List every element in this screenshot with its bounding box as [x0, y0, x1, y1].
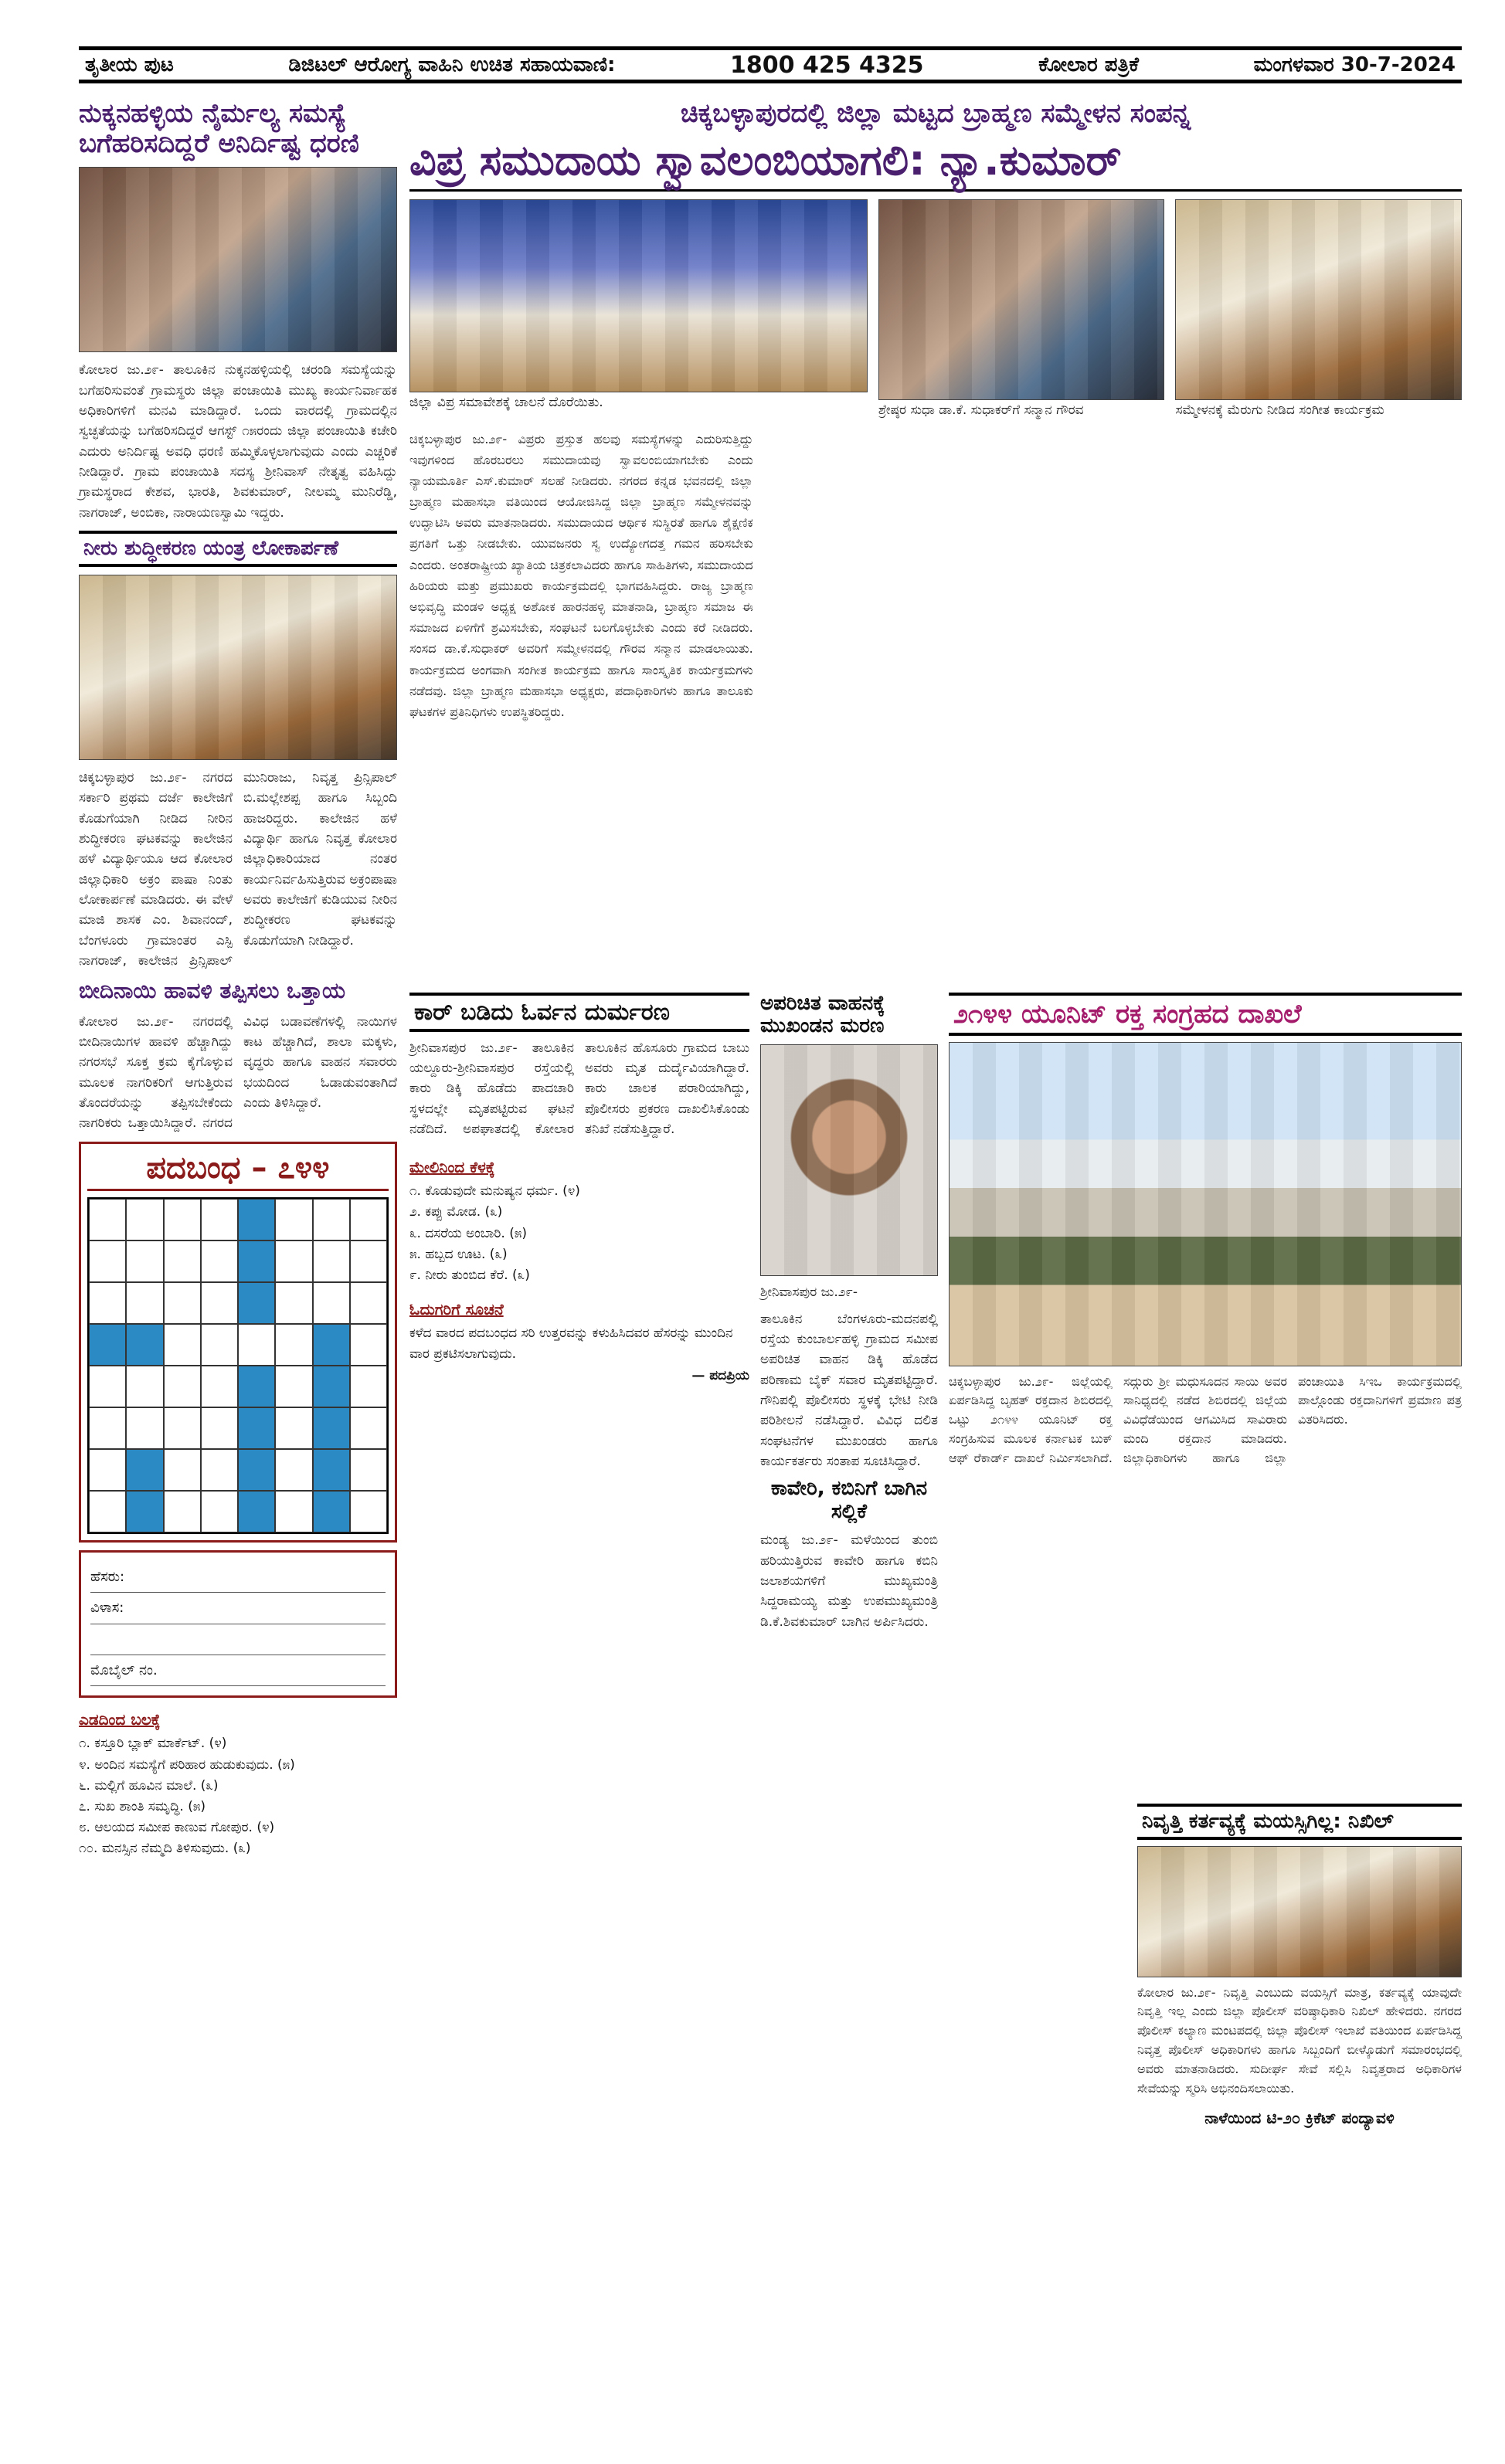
- crossword-grid: [87, 1197, 389, 1534]
- crossword-cell[interactable]: [275, 1199, 312, 1240]
- blood-body: ಚಿಕ್ಕಬಳ್ಳಾಪುರ ಜು.೨೯- ಜಿಲ್ಲೆಯಲ್ಲಿ ಏರ್ಪಡಿಸಿದ್ದ ಬೃಹತ್ ರಕ್ತದಾನ ಶಿಬಿರದಲ್ಲಿ ಒಟ್ಟು ೨೧೪೪ ಯೂನಿಟ್ ರಕ್ತ ಸಂಗ್ರಹಿಸುವ ಮೂಲಕ ಕರ್ನಾಟಕ ಬುಕ್ ಆಫ್ ರೆಕಾರ್ಡ್ ದಾಖಲೆ ನಿರ್ಮಿಸಲಾಗಿದೆ. ಸದ್ಗುರು ಶ್ರೀ ಮಧುಸೂದನ ಸಾಯಿ ಅವರ ಸಾನಿಧ್ಯದಲ್ಲಿ ನಡೆದ ಶಿಬಿರದಲ್ಲಿ ಜಿಲ್ಲೆಯ ವಿವಿಧೆಡೆಯಿಂದ ಆಗಮಿಸಿದ ಸಾವಿರಾರು ಮಂದಿ ರಕ್ತದಾನ ಮಾಡಿದರು. ಜಿಲ್ಲಾಧಿಕಾರಿಗಳು ಹಾಗೂ ಜಿಲ್ಲಾ ಪಂಚಾಯಿತಿ ಸಿಇಒ ಕಾರ್ಯಕ್ರಮದಲ್ಲಿ ಪಾಲ್ಗೊಂಡು ರಕ್ತದಾನಿಗಳಿಗೆ ಪ್ರಮಾಣ ಪತ್ರ ವಿತರಿಸಿದರು.: [949, 1373, 1462, 1465]
- crossword-cell[interactable]: [126, 1366, 163, 1407]
- crossword-block: [313, 1491, 350, 1532]
- crossword-cell[interactable]: [201, 1491, 238, 1532]
- crossword-block: [126, 1491, 163, 1532]
- helpline-phone: 1800 425 4325: [730, 51, 924, 79]
- crossword-cell[interactable]: [275, 1282, 312, 1324]
- cricket-note: ನಾಳೆಯಿಂದ ಟಿ-೨೦ ಕ್ರಿಕೆಟ್ ಪಂದ್ಯಾವಳಿ: [1204, 2109, 1395, 2128]
- crossword-cell[interactable]: [350, 1407, 387, 1449]
- crossword-cell[interactable]: [201, 1240, 238, 1282]
- crossword-block: [313, 1407, 350, 1449]
- story1-photo: [79, 167, 397, 352]
- crossword-cell[interactable]: [89, 1491, 126, 1532]
- crossword-cell[interactable]: [164, 1199, 201, 1240]
- car-body: ಶ್ರೀನಿವಾಸಪುರ ಜು.೨೯- ತಾಲೂಕಿನ ಯಲ್ದೂರು-ಶ್ರೀನಿವಾಸಪುರ ರಸ್ತೆಯಲ್ಲಿ ಕಾರು ಡಿಕ್ಕಿ ಹೊಡೆದು ಪಾದಚಾರಿ ಸ್ಥಳದಲ್ಲೇ ಮೃತಪಟ್ಟಿರುವ ಘಟನೆ ನಡೆದಿದೆ. ಅಪಘಾತದಲ್ಲಿ ಕೋಲಾರ ತಾಲೂಕಿನ ಹೊಸೂರು ಗ್ರಾಮದ ಬಾಬು ಅವರು ಮೃತ ದುರ್ದೈವಿಯಾಗಿದ್ದಾರೆ. ಕಾರು ಚಾಲಕ ಪರಾರಿಯಾಗಿದ್ದು, ಪೊಲೀಸರು ಪ್ರಕರಣ ದಾಖಲಿಸಿಕೊಂಡು ತನಿಖೆ ನಡೆಸುತ್ತಿದ್ದಾರೆ.: [409, 1040, 749, 1137]
- answer-note: ಕಳೆದ ವಾರದ ಪದಬಂಧದ ಸರಿ ಉತ್ತರವನ್ನು ಕಳುಹಿಸಿದವರ ಹೆಸರನ್ನು ಮುಂದಿನ ವಾರ ಪ್ರಕಟಿಸಲಾಗುವುದು.: [409, 1325, 733, 1363]
- left-clues: [79, 1705, 397, 1859]
- crossword-cell[interactable]: [275, 1491, 312, 1532]
- crossword-cell[interactable]: [350, 1199, 387, 1240]
- music-photo: [1175, 199, 1462, 400]
- crossword-block: [238, 1240, 275, 1282]
- kaveri-headline: ಕಾವೇರಿ, ಕಬಿನಿಗೆ ಬಾಗಿನ ಸಲ್ಲಿಕೆ: [770, 1477, 928, 1524]
- crossword-cell[interactable]: [313, 1240, 350, 1282]
- left-clues-head: ಎಡದಿಂದ ಬಲಕ್ಕೆ: [79, 1710, 161, 1729]
- crossword-cell[interactable]: [164, 1282, 201, 1324]
- crossword-block: [238, 1491, 275, 1532]
- crossword-block: [238, 1366, 275, 1407]
- crossword-cell[interactable]: [313, 1282, 350, 1324]
- main-kicker: ಚಿಕ್ಕಬಳ್ಳಾಪುರದಲ್ಲಿ ಜಿಲ್ಲಾ ಮಟ್ಟದ ಬ್ರಾಹ್ಮಣ ಸಮ್ಮೇಳನ ಸಂಪನ್ನ: [680, 98, 1191, 129]
- masthead: [79, 46, 1462, 83]
- top-clue: ೯. ನೀರು ತುಂಬಿದ ಕೆರೆ. (೩): [409, 1268, 530, 1283]
- story2-photo: [79, 575, 397, 760]
- crossword-cell[interactable]: [350, 1282, 387, 1324]
- crossword-block: [126, 1324, 163, 1366]
- crossword-cell[interactable]: [164, 1240, 201, 1282]
- helpline-text: ಡಿಜಿಟಲ್ ಆರೋಗ್ಯ ವಾಹಿನಿ ಉಚಿತ ಸಹಾಯವಾಣಿ:: [288, 53, 616, 76]
- blood-headline: ೨೧೪೪ ಯೂನಿಟ್ ರಕ್ತ ಸಂಗ್ರಹದ ದಾಖಲೆ: [949, 993, 1462, 1036]
- crossword-cell[interactable]: [201, 1324, 238, 1366]
- left-clue: ೧೦. ಮನಸ್ಸಿನ ನೆಮ್ಮದಿ ತಿಳಿಸುವುದು. (೩): [79, 1841, 251, 1857]
- kaveri-body: ಮಂಡ್ಯ ಜು.೨೯- ಮಳೆಯಿಂದ ತುಂಬಿ ಹರಿಯುತ್ತಿರುವ ಕಾವೇರಿ ಹಾಗೂ ಕಬಿನಿ ಜಲಾಶಯಗಳಿಗೆ ಮುಖ್ಯಮಂತ್ರಿ ಸಿದ್ದರಾಮಯ್ಯ ಮತ್ತು ಉಪಮುಖ್ಯಮಂತ್ರಿ ಡಿ.ಕೆ.ಶಿವಕುಮಾರ್ ಬಾಗಿನ ಅರ್ಪಿಸಿದರು.: [760, 1532, 938, 1630]
- stage-photo: [409, 199, 868, 392]
- crossword-block: [89, 1324, 126, 1366]
- top-clue: ೨. ಕಪ್ಪು ಮೋಡ. (೩): [409, 1204, 503, 1220]
- bottom-row: [409, 1804, 1462, 2128]
- left-clue: ೧. ಕಸ್ತೂರಿ ಬ್ಲಾಕ್ ಮಾರ್ಕೆಟ್. (೪): [79, 1736, 227, 1752]
- crossword-cell[interactable]: [201, 1407, 238, 1449]
- crossword-cell[interactable]: [126, 1240, 163, 1282]
- crossword-block: [313, 1366, 350, 1407]
- crossword-cell[interactable]: [164, 1324, 201, 1366]
- stage-caption: ಜಿಲ್ಲಾ ವಿಪ್ರ ಸಮಾವೇಶಕ್ಕೆ ಚಾಲನೆ ದೊರೆಯಿತು.: [409, 395, 603, 411]
- blood-photo: [949, 1042, 1462, 1366]
- crossword-cell[interactable]: [89, 1407, 126, 1449]
- unknown-vehicle-body: ತಾಲೂಕಿನ ಬೆಂಗಳೂರು-ಮದನಪಲ್ಲಿ ರಸ್ತೆಯ ಕುಂಬಾರ್ಲಹಳ್ಳಿ ಗ್ರಾಮದ ಸಮೀಪ ಅಪರಿಚಿತ ವಾಹನ ಡಿಕ್ಕಿ ಹೊಡೆದ ಪರಿಣಾಮ ಬೈಕ್ ಸವಾರ ಮೃತಪಟ್ಟಿದ್ದಾರೆ. ಗೌನಿಪಲ್ಲಿ ಪೊಲೀಸರು ಸ್ಥಳಕ್ಕೆ ಭೇಟಿ ನೀಡಿ ಪರಿಶೀಲನೆ ನಡೆಸಿದ್ದಾರೆ. ವಿವಿಧ ದಲಿತ ಸಂಘಟನೆಗಳ ಮುಖಂಡರು ಹಾಗೂ ಕಾರ್ಯಕರ್ತರು ಸಂತಾಪ ಸೂಚಿಸಿದ್ದಾರೆ.: [760, 1311, 938, 1470]
- top-clues-head: ಮೇಲಿನಿಂದ ಕೆಳಕ್ಕೆ: [409, 1158, 495, 1177]
- crossword-cell[interactable]: [350, 1324, 387, 1366]
- crossword-cell[interactable]: [201, 1366, 238, 1407]
- crossword-cell[interactable]: [350, 1366, 387, 1407]
- crossword-cell[interactable]: [126, 1407, 163, 1449]
- left-column: [79, 99, 397, 2447]
- crossword-cell[interactable]: [201, 1282, 238, 1324]
- left-clue: ೭. ಸುಖ ಶಾಂತಿ ಸಮೃದ್ಧಿ. (೫): [79, 1798, 206, 1814]
- stray-dog-headline: ಬೀದಿನಾಯಿ ಹಾವಳಿ ತಪ್ಪಿಸಲು ಒತ್ತಾಯ: [79, 978, 346, 1004]
- main-body: ಚಿಕ್ಕಬಳ್ಳಾಪುರ ಜು.೨೯- ವಿಪ್ರರು ಪ್ರಸ್ತುತ ಹಲವು ಸಮಸ್ಯೆಗಳನ್ನು ಎದುರಿಸುತ್ತಿದ್ದು ಇವುಗಳಿಂದ ಹೊರಬರಲು ಸಮುದಾಯವು ಸ್ವಾವಲಂಬಿಯಾಗಬೇಕು ಎಂದು ನ್ಯಾಯಮೂರ್ತಿ ಎಸ್.ಕುಮಾರ್ ಸಲಹೆ ನೀಡಿದರು. ನಗರದ ಕನ್ನಡ ಭವನದಲ್ಲಿ ಜಿಲ್ಲಾ ಬ್ರಾಹ್ಮಣ ಮಹಾಸಭಾ ವತಿಯಿಂದ ಆಯೋಜಿಸಿದ್ದ ಜಿಲ್ಲಾ ಬ್ರಾಹ್ಮಣ ಸಮ್ಮೇಳನವನ್ನು ಉದ್ಘಾಟಿಸಿ ಅವರು ಮಾತನಾಡಿದರು. ಸಮುದಾಯದ ಆರ್ಥಿಕ ಸುಸ್ಥಿರತೆ ಹಾಗೂ ಶೈಕ್ಷಣಿಕ ಪ್ರಗತಿಗೆ ಒತ್ತು ನೀಡಬೇಕು. ಯುವಜನರು ಸ್ವ ಉದ್ಯೋಗದತ್ತ ಗಮನ ಹರಿಸಬೇಕು ಎಂದರು. ಅಂತರಾಷ್ಟ್ರೀಯ ಖ್ಯಾತಿಯ ಚಿತ್ರಕಲಾವಿದರು ಹಾಗೂ ಸಾಹಿತಿಗಳು, ಸಮುದಾಯದ ಹಿರಿಯರು ಮತ್ತು ಪ್ರಮುಖರು ಕಾರ್ಯಕ್ರಮದಲ್ಲಿ ಭಾಗವಹಿಸಿದ್ದರು. ರಾಜ್ಯ ಬ್ರಾಹ್ಮಣ ಅಭಿವೃದ್ಧಿ ಮಂಡಳಿ ಅಧ್ಯಕ್ಷ ಅಶೋಕ ಹಾರನಹಳ್ಳಿ ಮಾತನಾಡಿ, ಬ್ರಾಹ್ಮಣ ಸಮಾಜ ಈ ಸಮಾಜದ ಏಳಿಗೆಗೆ ಶ್ರಮಿಸಬೇಕು, ಸಂಘಟನೆ ಬಲಗೊಳ್ಳಬೇಕು ಎಂದು ಕರೆ ನೀಡಿದರು. ಸಂಸದ ಡಾ.ಕೆ.ಸುಧಾಕರ್ ಅವರಿಗೆ ಸಮ್ಮೇಳನದಲ್ಲಿ ಗೌರವ ಸನ್ಮಾನ ಮಾಡಲಾಯಿತು. ಕಾರ್ಯಕ್ರಮದ ಅಂಗವಾಗಿ ಸಂಗೀತ ಕಾರ್ಯಕ್ರಮ ಹಾಗೂ ಸಾಂಸ್ಕೃತಿಕ ಕಾರ್ಯಕ್ರಮಗಳು ನಡೆದವು. ಜಿಲ್ಲಾ ಬ್ರಾಹ್ಮಣ ಮಹಾಸಭಾ ಅಧ್ಯಕ್ಷರು, ಪದಾಧಿಕಾರಿಗಳು ಹಾಗೂ ತಾಲೂಕು ಘಟಕಗಳ ಪ್ರತಿನಿಧಿಗಳು ಉಪಸ್ಥಿತರಿದ್ದರು.: [409, 431, 753, 719]
- crossword-block: [238, 1199, 275, 1240]
- crossword-cell[interactable]: [89, 1240, 126, 1282]
- puzzle-author: — ಪದಪ್ರಿಯ: [691, 1367, 749, 1383]
- entry-form: [79, 1550, 397, 1699]
- victim-caption: ಶ್ರೀನಿವಾಸಪುರ ಜು.೨೯-: [760, 1285, 858, 1301]
- story1-headline: ನುಕ್ಕನಹಳ್ಳಿಯ ನೈರ್ಮಲ್ಯ ಸಮಸ್ಯೆ ಬಗೆಹರಿಸದಿದ್ದರೆ ಅನಿರ್ದಿಷ್ಟ ಧರಣಿ: [79, 98, 359, 160]
- music-caption: ಸಮ್ಮೇಳನಕ್ಕೆ ಮೆರುಗು ನೀಡಿದ ಸಂಗೀತ ಕಾರ್ಯಕ್ರಮ: [1175, 402, 1384, 419]
- crossword-cell[interactable]: [275, 1240, 312, 1282]
- crossword-cell[interactable]: [89, 1282, 126, 1324]
- crossword-block: [313, 1324, 350, 1366]
- form-address-line-2[interactable]: [90, 1624, 386, 1655]
- crossword-cell[interactable]: [164, 1366, 201, 1407]
- crossword-cell[interactable]: [89, 1449, 126, 1491]
- felicitation-caption: ಶ್ರೇಷ್ಠರ ಸುಧಾ ಡಾ.ಕೆ. ಸುಧಾಕರ್‌ಗೆ ಸನ್ಮಾನ ಗೌರವ: [878, 402, 1084, 419]
- crossword-cell[interactable]: [126, 1282, 163, 1324]
- crossword-title: ಪದಬಂಧ – ೭೪೪: [87, 1150, 389, 1191]
- crossword-cell[interactable]: [275, 1366, 312, 1407]
- left-clue: ೮. ಆಲಯದ ಸಮೀಪ ಕಾಣುವ ಗೋಪುರ. (೪): [79, 1820, 275, 1836]
- unknown-vehicle-headline: ಅಪರಿಚಿತ ವಾಹನಕ್ಕೆ ಮುಖಂಡನ ಮರಣ: [760, 991, 885, 1038]
- clues-box: [409, 1153, 749, 1386]
- crossword-cell[interactable]: [313, 1199, 350, 1240]
- crossword-block: [238, 1407, 275, 1449]
- retire-body: ಕೋಲಾರ ಜು.೨೯- ನಿವೃತ್ತಿ ಎಂಬುದು ವಯಸ್ಸಿಗೆ ಮಾತ್ರ, ಕರ್ತವ್ಯಕ್ಕೆ ಯಾವುದೇ ನಿವೃತ್ತಿ ಇಲ್ಲ ಎಂದು ಜಿಲ್ಲಾ ಪೊಲೀಸ್ ವರಿಷ್ಠಾಧಿಕಾರಿ ನಿಖಿಲ್ ಹೇಳಿದರು. ನಗರದ ಪೊಲೀಸ್ ಕಲ್ಯಾಣ ಮಂಟಪದಲ್ಲಿ ಜಿಲ್ಲಾ ಪೊಲೀಸ್ ಇಲಾಖೆ ವತಿಯಿಂದ ಏರ್ಪಡಿಸಿದ್ದ ನಿವೃತ್ತ ಪೊಲೀಸ್ ಅಧಿಕಾರಿಗಳು ಹಾಗೂ ಸಿಬ್ಬಂದಿಗೆ ಬೀಳ್ಕೊಡುಗೆ ಸಮಾರಂಭದಲ್ಲಿ ಅವರು ಮಾತನಾಡಿದರು. ಸುದೀರ್ಘ ಸೇವೆ ಸಲ್ಲಿಸಿ ನಿವೃತ್ತರಾದ ಅಧಿಕಾರಿಗಳ ಸೇವೆಯನ್ನು ಸ್ಮರಿಸಿ ಅಭಿನಂದಿಸಲಾಯಿತು.: [1137, 1984, 1462, 2096]
- crossword-cell[interactable]: [164, 1407, 201, 1449]
- top-clue: ೧. ಕೊಡುವುದೇ ಮನುಷ್ಯನ ಧರ್ಮ. (೪): [409, 1183, 580, 1200]
- crossword-cell[interactable]: [126, 1199, 163, 1240]
- crossword-cell[interactable]: [201, 1199, 238, 1240]
- main-column: [409, 99, 1462, 2447]
- form-name-line[interactable]: ಹೆಸರು:: [90, 1562, 386, 1593]
- crossword-cell[interactable]: [275, 1324, 312, 1366]
- crossword-block: [238, 1449, 275, 1491]
- issue-date: ಮಂಗಳವಾರ 30-7-2024: [1253, 53, 1456, 76]
- crossword-cell[interactable]: [275, 1407, 312, 1449]
- crossword-cell[interactable]: [238, 1324, 275, 1366]
- car-headline: ಕಾರ್ ಬಡಿದು ಓರ್ವನ ದುರ್ಮರಣ: [409, 993, 749, 1032]
- story2-headline: ನೀರು ಶುದ್ಧೀಕರಣ ಯಂತ್ರ ಲೋಕಾರ್ಪಣೆ: [79, 531, 397, 567]
- form-address-line[interactable]: ವಿಳಾಸ:: [90, 1593, 386, 1624]
- crossword-block: [313, 1449, 350, 1491]
- crossword-cell[interactable]: [89, 1199, 126, 1240]
- answer-note-head: ಓದುಗರಿಗೆ ಸೂಚನೆ: [409, 1300, 504, 1319]
- main-photo-row: [409, 199, 1462, 420]
- crossword-block: [238, 1282, 275, 1324]
- form-mobile-line[interactable]: ಮೊಬೈಲ್ ನಂ.: [90, 1655, 386, 1687]
- retire-photo: [1137, 1846, 1462, 1977]
- story1-body: ಕೋಲಾರ ಜು.೨೯- ತಾಲೂಕಿನ ನುಕ್ಕನಹಳ್ಳಿಯಲ್ಲಿ ಚರಂಡಿ ಸಮಸ್ಯೆಯನ್ನು ಬಗೆಹರಿಸುವಂತೆ ಗ್ರಾಮಸ್ಥರು ಜಿಲ್ಲಾ ಪಂಚಾಯಿತಿ ಮುಖ್ಯ ಕಾರ್ಯನಿರ್ವಾಹಕ ಅಧಿಕಾರಿಗಳಿಗೆ ಮನವಿ ಮಾಡಿದ್ದಾರೆ. ಒಂದು ವಾರದಲ್ಲಿ ಗ್ರಾಮದಲ್ಲಿನ ಸ್ವಚ್ಛತೆಯನ್ನು ಬಗೆಹರಿಸದಿದ್ದರೆ ಆಗಸ್ಟ್ ೧೫ರಂದು ಜಿಲ್ಲಾ ಪಂಚಾಯಿತಿ ಕಚೇರಿ ಎದುರು ಅನಿರ್ದಿಷ್ಟ ಅವಧಿ ಧರಣಿ ಹಮ್ಮಿಕೊಳ್ಳಲಾಗುವುದು ಎಂದು ಎಚ್ಚರಿಕೆ ನೀಡಿದ್ದಾರೆ. ಗ್ರಾಮ ಪಂಚಾಯಿತಿ ಸದಸ್ಯ ಶ್ರೀನಿವಾಸ್ ನೇತೃತ್ವ ವಹಿಸಿದ್ದು ಗ್ರಾಮಸ್ಥರಾದ ಕೇಶವ, ಭಾರತಿ, ಶಿವಕುಮಾರ್, ನೀಲಮ್ಮ ಮುನಿರೆಡ್ಡಿ, ನಾಗರಾಜ್, ಅಂಬಿಕಾ, ನಾರಾಯಣಸ್ವಾಮಿ ಇದ್ದರು.: [79, 362, 397, 521]
- stray-dog-body: ಕೋಲಾರ ಜು.೨೯- ನಗರದಲ್ಲಿ ಬೀದಿನಾಯಿಗಳ ಹಾವಳಿ ಹೆಚ್ಚಾಗಿದ್ದು ನಗರಸಭೆ ಸೂಕ್ತ ಕ್ರಮ ಕೈಗೊಳ್ಳುವ ಮೂಲಕ ನಾಗರಿಕರಿಗೆ ಆಗುತ್ತಿರುವ ತೊಂದರೆಯನ್ನು ತಪ್ಪಿಸಬೇಕೆಂದು ನಾಗರಿಕರು ಒತ್ತಾಯಿಸಿದ್ದಾರೆ. ನಗರದ ವಿವಿಧ ಬಡಾವಣೆಗಳಲ್ಲಿ ನಾಯಿಗಳ ಕಾಟ ಹೆಚ್ಚಾಗಿದೆ, ಶಾಲಾ ಮಕ್ಕಳು, ವೃದ್ಧರು ಹಾಗೂ ವಾಹನ ಸವಾರರು ಭಯದಿಂದ ಓಡಾಡುವಂತಾಗಿದೆ ಎಂದು ತಿಳಿಸಿದ್ದಾರೆ.: [79, 1013, 397, 1132]
- victim-photo: [760, 1044, 938, 1276]
- crossword-block: [126, 1449, 163, 1491]
- main-headline: ವಿಪ್ರ ಸಮುದಾಯ ಸ್ವಾವಲಂಬಿಯಾಗಲಿ: ನ್ಯಾ.ಕುಮಾರ್: [409, 137, 1462, 192]
- top-clue: ೫. ಹಬ್ಬದ ಊಟ. (೩): [409, 1246, 508, 1262]
- page-label: ತೃತೀಯ ಪುಟ: [85, 53, 174, 76]
- crossword-cell[interactable]: [89, 1366, 126, 1407]
- left-clue: ೬. ಮಲ್ಲಿಗೆ ಹೂವಿನ ಮಾಲೆ. (೩): [79, 1777, 219, 1794]
- crossword-cell[interactable]: [350, 1449, 387, 1491]
- retire-headline: ನಿವೃತ್ತಿ ಕರ್ತವ್ಯಕ್ಕೆ ಮಯಸ್ಸಿಗಿಲ್ಲ: ನಿಖಿಲ್: [1137, 1804, 1462, 1840]
- story2-body: ಚಿಕ್ಕಬಳ್ಳಾಪುರ ಜು.೨೯- ನಗರದ ಸರ್ಕಾರಿ ಪ್ರಥಮ ದರ್ಜೆ ಕಾಲೇಜಿಗೆ ಕೊಡುಗೆಯಾಗಿ ನೀಡಿದ ನೀರಿನ ಶುದ್ಧೀಕರಣ ಘಟಕವನ್ನು ಕಾಲೇಜಿನ ಹಳೆ ವಿದ್ಯಾರ್ಥಿಯೂ ಆದ ಕೋಲಾರ ಜಿಲ್ಲಾಧಿಕಾರಿ ಅಕ್ರಂ ಪಾಷಾ ನಿಂತು ಲೋಕಾರ್ಪಣೆ ಮಾಡಿದರು. ಈ ವೇಳೆ ಮಾಜಿ ಶಾಸಕ ಎಂ. ಶಿವಾನಂದ್, ಬೆಂಗಳೂರು ಗ್ರಾಮಾಂತರ ಎಸ್ಪಿ ನಾಗರಾಜ್, ಕಾಲೇಜಿನ ಪ್ರಿನ್ಸಿಪಾಲ್ ಮುನಿರಾಜು, ನಿವೃತ್ತ ಪ್ರಿನ್ಸಿಪಾಲ್ ಬಿ.ಮಲ್ಲೇಶಪ್ಪ ಹಾಗೂ ಸಿಬ್ಬಂದಿ ಹಾಜರಿದ್ದರು. ಕಾಲೇಜಿನ ಹಳೆ ವಿದ್ಯಾರ್ಥಿ ಹಾಗೂ ನಿವೃತ್ತ ಕೋಲಾರ ಜಿಲ್ಲಾಧಿಕಾರಿಯಾದ ನಂತರ ಕಾರ್ಯನಿರ್ವಹಿಸುತ್ತಿರುವ ಅಕ್ರಂಪಾಷಾ ಅವರು ಕಾಲೇಜಿಗೆ ಕುಡಿಯುವ ನೀರಿನ ಶುದ್ಧೀಕರಣ ಘಟಕವನ್ನು ಕೊಡುಗೆಯಾಗಿ ನೀಡಿದ್ದಾರೆ.: [79, 769, 397, 969]
- top-clue: ೩. ದಸರೆಯ ಅಂಬಾರಿ. (೫): [409, 1225, 527, 1241]
- crossword-box: [79, 1142, 397, 1543]
- left-clue: ೪. ಅಂದಿನ ಸಮಸ್ಯೆಗೆ ಪರಿಹಾರ ಹುಡುಕುವುದು. (೫): [79, 1756, 295, 1773]
- crossword-cell[interactable]: [201, 1449, 238, 1491]
- middle-row: [409, 993, 1462, 1796]
- crossword-cell[interactable]: [164, 1449, 201, 1491]
- felicitation-photo: [878, 199, 1165, 400]
- crossword-cell[interactable]: [275, 1449, 312, 1491]
- paper-name: ಕೋಲಾರ ಪತ್ರಿಕೆ: [1038, 53, 1140, 76]
- crossword-cell[interactable]: [164, 1491, 201, 1532]
- crossword-cell[interactable]: [350, 1491, 387, 1532]
- crossword-cell[interactable]: [350, 1240, 387, 1282]
